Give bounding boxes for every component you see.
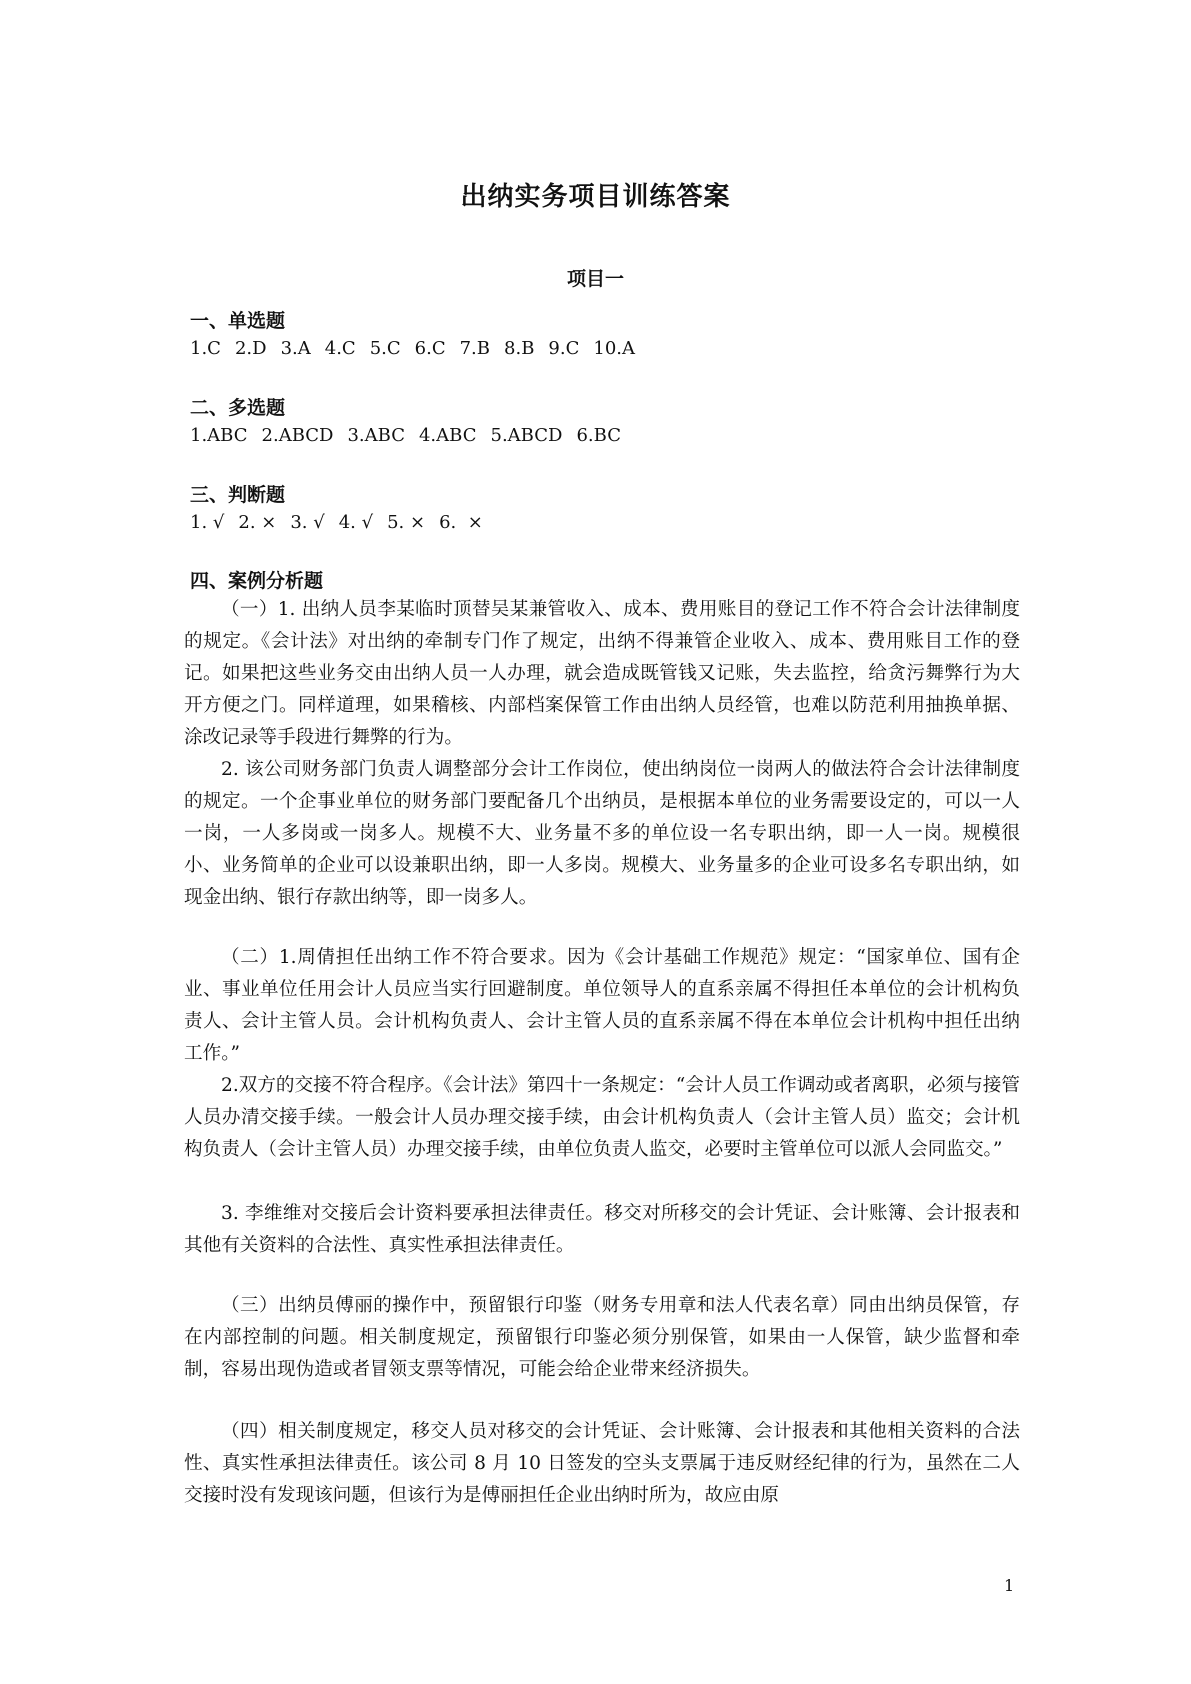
answer-item: 10.A — [593, 338, 635, 359]
answer-item: 7.B — [459, 338, 491, 359]
case-paragraph: 2.双方的交接不符合程序。《会计法》第四十一条规定：“会计人员工作调动或者离职，必须与接管人员办清交接手续。一般会计人员办理交接手续，由会计机构负责人（会计主管人员）监交；会计机构负责人（会计主管人员）办理交接手续，由单位负责人监交，必要时主管单位可以派人会同监交。” — [184, 1075, 1020, 1160]
answers-single — [190, 338, 649, 359]
answer-item: 5.ABCD — [490, 425, 563, 446]
answer-item: 5.C — [369, 338, 401, 359]
answer-item: 1.C — [190, 338, 221, 359]
case-paragraph: （二）1.周倩担任出纳工作不符合要求。因为《会计基础工作规范》规定：“国家单位、国有企业、事业单位任用会计人员应当实行回避制度。单位领导人的直系亲属不得担任本单位的会计机构负责人、会计主管人员。会计机构负责人、会计主管人员的直系亲属不得在本单位会计机构中担任出纳工作。” — [184, 947, 1020, 1064]
section-heading-judge: 三、判断题 — [190, 484, 286, 506]
case-paragraph: （四）相关制度规定，移交人员对移交的会计凭证、会计账簿、会计报表和其他相关资料的合法性、真实性承担法律责任。该公司 8 月 10 日签发的空头支票属于违反财经纪律的行为，虽然在二人交接时没有发现该问题，但该行为是傅丽担任企业出纳时所为，故应由原 — [184, 1421, 1020, 1506]
answer-item: 3.A — [280, 338, 311, 359]
answer-item: 3. √ — [290, 512, 325, 533]
case-paragraph: （一）1. 出纳人员李某临时顶替吴某兼管收入、成本、费用账目的登记工作不符合会计法律制度的规定。《会计法》对出纳的牵制专门作了规定，出纳不得兼管企业收入、成本、费用账目工作的登记。如果把这些业务交由出纳人员一人办理，就会造成既管钱又记账，失去监控，给贪污舞弊行为大开方便之门。同样道理，如果稽核、内部档案保管工作由出纳人员经管，也难以防范利用抽换单据、涂改记录等手段进行舞弊的行为。 — [184, 599, 1020, 748]
answers-multi — [190, 425, 635, 446]
answer-item: 3.ABC — [347, 425, 405, 446]
page-number: 1 — [1004, 1576, 1015, 1595]
answer-item: 2.ABCD — [261, 425, 334, 446]
answer-item: 4. √ — [338, 512, 374, 533]
project-heading: 项目一 — [566, 268, 624, 290]
answer-item: 4.C — [324, 338, 356, 359]
answer-item: 1.ABC — [190, 425, 248, 446]
answer-item: 8.B — [504, 338, 535, 359]
answer-item: 2. × — [238, 512, 277, 533]
answer-item: 4.ABC — [418, 425, 477, 446]
section-heading-single: 一、单选题 — [190, 310, 286, 332]
case-paragraph: （三）出纳员傅丽的操作中，预留银行印鉴（财务专用章和法人代表名章）同由出纳员保管，存在内部控制的问题。相关制度规定，预留银行印鉴必须分别保管，如果由一人保管，缺少监督和牵制，容易出现伪造或者冒领支票等情况，可能会给企业带来经济损失。 — [184, 1295, 1020, 1380]
case-paragraph: 2. 该公司财务部门负责人调整部分会计工作岗位，使出纳岗位一岗两人的做法符合会计法律制度的规定。一个企事业单位的财务部门要配备几个出纳员，是根据本单位的业务需要设定的，可以一人一岗，一人多岗或一岗多人。规模不大、业务量不多的单位设一名专职出纳，即一人一岗。规模很小、业务简单的企业可以设兼职出纳，即一人多岗。规模大、业务量多的企业可设多名专职出纳，如现金出纳、银行存款出纳等，即一岗多人。 — [184, 759, 1020, 908]
answer-item: 6. × — [439, 512, 483, 533]
answer-item: 2.D — [234, 338, 267, 359]
answer-item: 6.C — [414, 338, 446, 359]
page-title: 出纳实务项目训练答案 — [460, 182, 731, 212]
section-heading-case: 四、案例分析题 — [190, 570, 324, 592]
answer-item: 9.C — [548, 338, 580, 359]
section-heading-multi: 二、多选题 — [190, 397, 286, 419]
answer-item: 1. √ — [190, 512, 225, 533]
answer-item: 5. × — [387, 512, 426, 533]
case-paragraph: 3. 李维维对交接后会计资料要承担法律责任。移交对所移交的会计凭证、会计账簿、会计报表和其他有关资料的合法性、真实性承担法律责任。 — [184, 1203, 1020, 1256]
answer-item: 6.BC — [576, 425, 621, 446]
answers-judge — [190, 512, 497, 533]
